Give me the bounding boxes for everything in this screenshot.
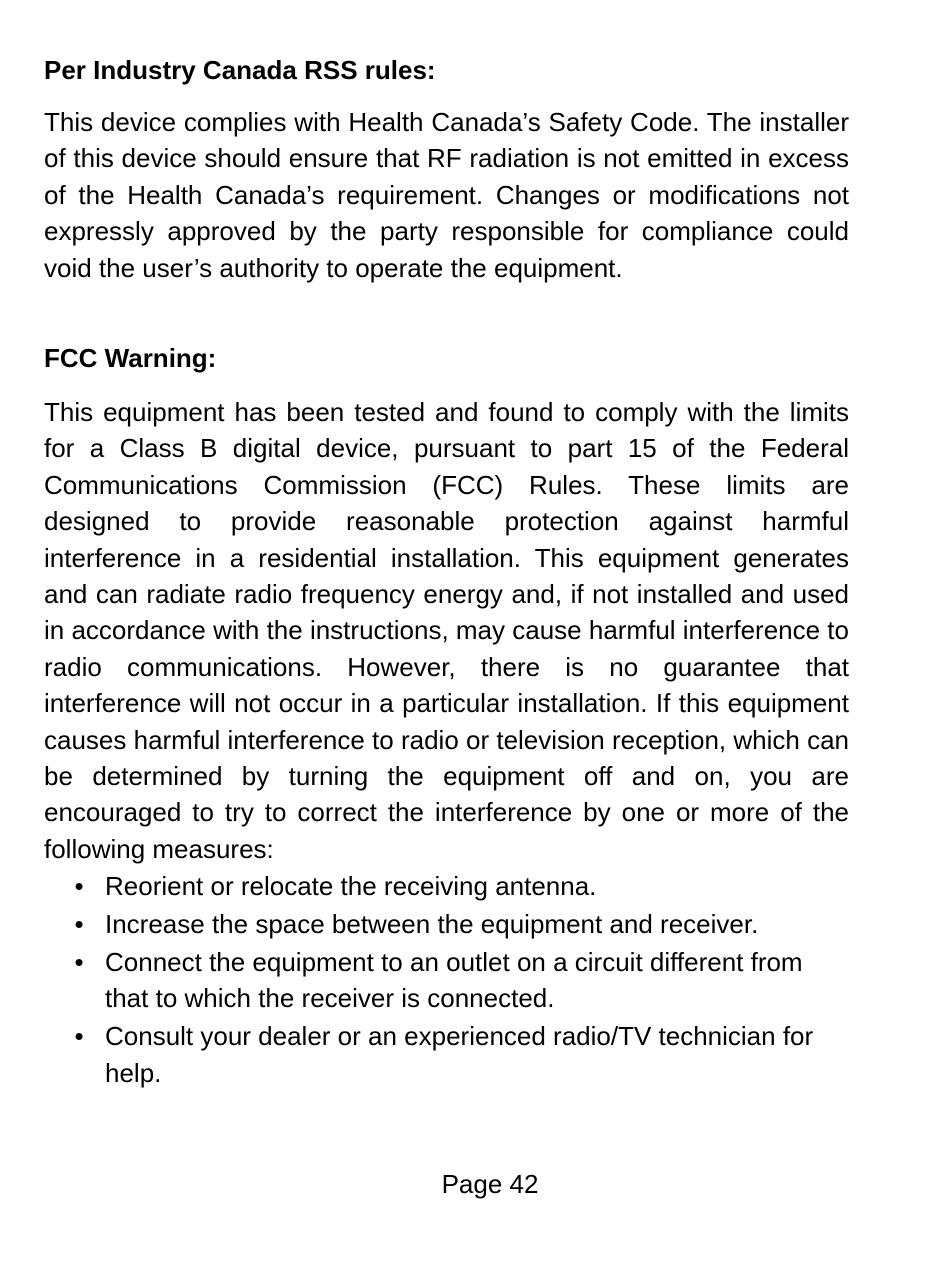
list-item (44, 1018, 849, 1091)
bullet-icon: • (74, 1021, 84, 1052)
bullet-icon: • (74, 909, 84, 939)
measure-text: Increase the space between the equipment and receiver. (105, 909, 759, 939)
canada-paragraph: This device complies with Health Canada’s Safety Code. The installer of this device should ensure that RF radiation is not emitted in excess of the Health Canada’s requirement. Changes or modifications not expressly approved by the party responsible for compliance could void the user’s authority to operate the equipment. (44, 107, 849, 283)
fcc-measures-list (44, 868, 849, 1093)
bullet-icon: • (74, 871, 84, 901)
measure-text: Connect the equipment to an outlet on a circuit different from that to which the receiver is connected. (105, 947, 803, 1014)
canada-heading: Per Industry Canada RSS rules: (44, 55, 436, 85)
measure-text: Reorient or relocate the receiving antenna. (105, 871, 597, 901)
list-item (44, 868, 849, 904)
page-number: Page 42 (441, 1169, 539, 1199)
list-item (44, 906, 849, 942)
measure-text: Consult your dealer or an experienced radio/TV technician for help. (105, 1021, 814, 1088)
bullet-icon: • (74, 947, 84, 977)
fcc-heading: FCC Warning: (44, 343, 217, 373)
fcc-paragraph: This equipment has been tested and found to comply with the limits for a Class B digital device, pursuant to part 15 of the Federal Communications Commission (FCC) Rules. These limits are designed to provide reasonable protection against harmful interference in a residential installation. This equipment generates and can radiate radio frequency energy and, if not installed and used in accordance with the instructions, may cause harmful interference to radio communications. However, there is no guarantee that interference will not occur in a particular installation. If this equipment causes harmful interference to radio or television reception, which can be determined by turning the equipment off and on, you are encouraged to try to correct the interference by one or more of the following measures: (44, 397, 849, 864)
list-item (44, 944, 849, 1017)
